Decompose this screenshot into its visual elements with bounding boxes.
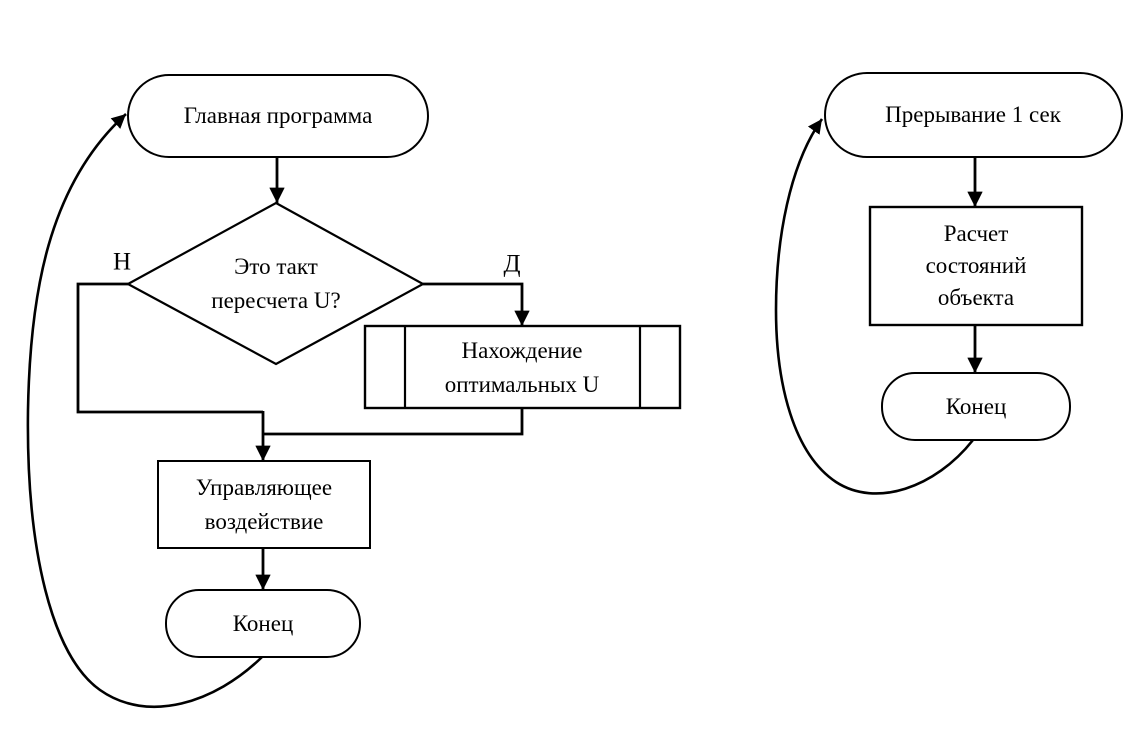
right-process-label-line2: состояний: [925, 253, 1027, 278]
left-predefined-exit-line: [263, 408, 522, 434]
right-start-terminator-label: Прерывание 1 сек: [885, 102, 1061, 127]
left-process-label-line2: воздействие: [204, 509, 324, 534]
right-process-label-line3: объекта: [937, 285, 1015, 310]
right-process-box-label: [926, 218, 1027, 314]
left-process-box-label: [196, 471, 332, 539]
left-predefined-process-label: [445, 334, 600, 402]
left-predefined-label-line2: оптимальных U: [444, 372, 600, 397]
left-decision-yes-label: Д: [503, 250, 521, 278]
right-end-terminator-label: Конец: [945, 394, 1007, 419]
left-predefined-label-line1: Нахождение: [461, 338, 583, 363]
left-end-terminator-label: Конец: [232, 611, 294, 636]
left-process-label-line1: Управляющее: [195, 475, 333, 500]
left-decision-label-line1: Это такт: [234, 254, 318, 279]
left-decision-label-line2: пересчета U?: [211, 288, 341, 313]
right-process-label-line1: Расчет: [943, 221, 1009, 246]
left-decision-no-label: Н: [112, 248, 132, 276]
left-start-terminator-label: Главная программа: [183, 103, 373, 128]
left-decision-label: [211, 250, 340, 318]
left-yes-branch-arrow: [423, 284, 522, 326]
